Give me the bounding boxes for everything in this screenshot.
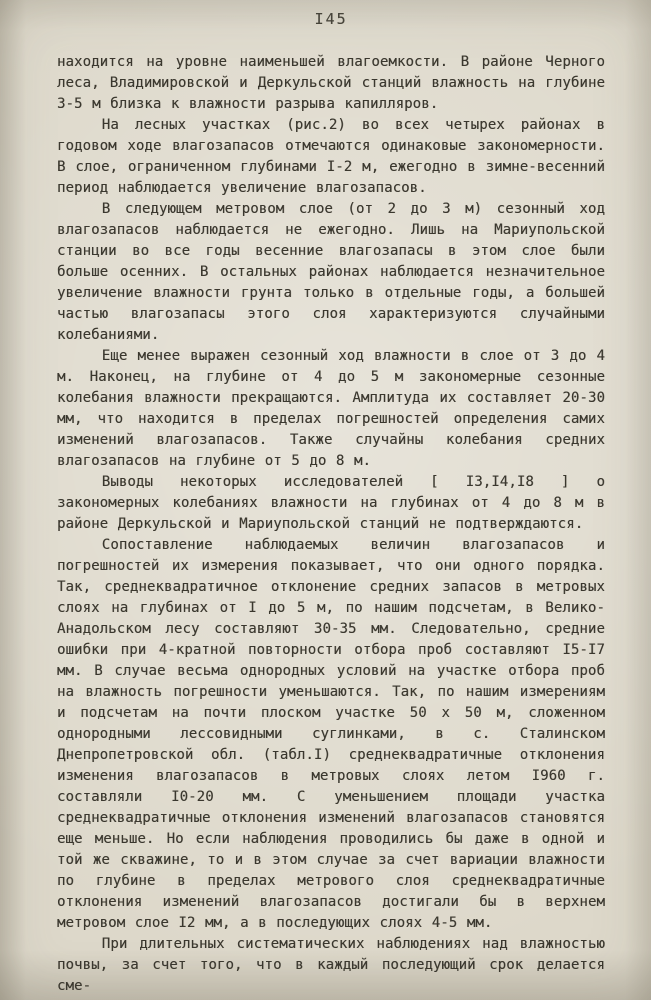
- page-number: I45: [314, 10, 348, 28]
- paragraph-forest-plots: На лесных участках (рис.2) во всех четырех районах в годовом ходе влагозапасов отмечаются одинаковые закономерности. В слое, ограниченном глубинами I-2 м, ежегодно в зимне-весенний период наблюдается увеличение влагозапасов.: [57, 117, 605, 196]
- paragraph-next-meter-layer: В следующем метровом слое (от 2 до 3 м) сезонный ход влагозапасов наблюдается не ежегодно. Лишь на Мариупольской станции во все годы весенние влагозапасы в этом слое были больше осенних. В остальных районах наблюдается незначительное увеличение влажности грунта только в отдельные годы, а большей частью влагозапасы этого слоя характеризуются случайными колебаниями.: [57, 201, 605, 343]
- paragraph-researchers-conclusions: Выводы некоторых исследователей [ I3,I4,I8 ] о закономерных колебаниях влажности на глубинах от 4 до 8 м в районе Деркульской и Мариупольской станций не подтверждаются.: [57, 474, 605, 532]
- paragraph-continuation: находится на уровне наименьшей влагоемкости. В районе Черного леса, Владимировской и Деркульской станций влажность на глубине 3-5 м близка к влажности разрыва капилляров.: [57, 54, 605, 112]
- paragraph-comparison-errors: Сопоставление наблюдаемых величин влагозапасов и погрешностей их измерения показывает, что они одного порядка. Так, среднеквадратичное отклонение средних запасов в метровых слоях на глубинах от I до 5 м, по нашим подсчетам, в Велико-Анадольском лесу составляют 30-35 мм. Следовательно, средние ошибки при 4-кратной повторности отбора проб составляют I5-I7 мм. В случае весьма однородных условий на участке отбора проб на влажность погрешности уменьшаются. Так, по нашим измерениям и подсчетам на почти плоском участке 50 х 50 м, сложенном однородными лессовидными суглинками, в с. Сталинском Днепропетровской обл. (табл.I) среднеквадратичные отклонения изменения влагозапасов в метровых слоях летом I960 г. составляли I0-20 мм. С уменьшением площади участка среднеквадратичные отклонения изменений влагозапасов становятся еще меньше. Но если наблюдения проводились бы даже в одной и той же скважине, то и в этом случае за счет вариации влажности по глубине в пределах метрового слоя среднеквадратичные отклонения изменений влагозапасов достигали бы в верхнем метровом слое I2 мм, а в последующих слоях 4-5 мм.: [57, 537, 605, 931]
- paragraph-long-observations: При длительных систематических наблюдениях над влажностью почвы, за счет того, что в каждый последующий срок делается сме-: [57, 936, 605, 994]
- paragraph-seasonal-course: Еще менее выражен сезонный ход влажности в слое от 3 до 4 м. Наконец, на глубине от 4 до 5 м закономерные сезонные колебания влажности прекращаются. Амплитуда их составляет 20-30 мм, что находится в пределах погрешностей определения самих изменений влагозапасов. Также случайны колебания средних влагозапасов на глубине от 5 до 8 м.: [57, 348, 605, 469]
- page-text: [57, 52, 605, 997]
